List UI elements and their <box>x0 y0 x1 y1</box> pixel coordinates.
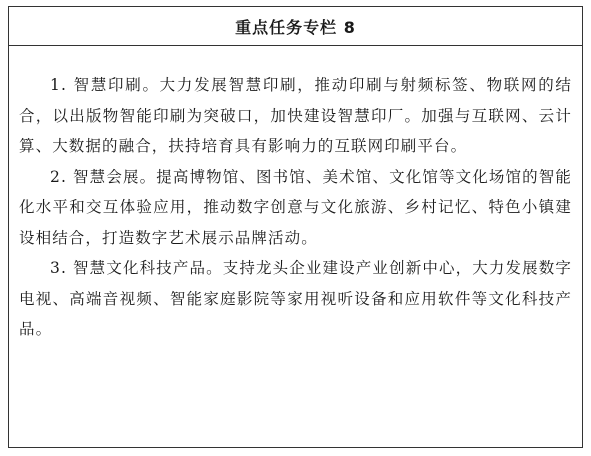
task-column-box <box>8 6 583 448</box>
paragraph-smart-culture-tech: 3. 智慧文化科技产品。支持龙头企业建设产业创新中心，大力发展数字电视、高端音视频、智能家庭影院等家用视听设备和应用软件等文化科技产品。 <box>19 259 572 338</box>
paragraph-smart-exhibition: 2. 智慧会展。提高博物馆、图书馆、美术馆、文化馆等文化场馆的智能化水平和交互体验应用，推动数字创意与文化旅游、乡村记忆、特色小镇建设相结合，打造数字艺术展示品牌活动。 <box>19 167 572 247</box>
box-title: 重点任务专栏 8 <box>9 7 582 46</box>
paragraph-smart-printing: 1. 智慧印刷。大力发展智慧印刷，推动印刷与射频标签、物联网的结合，以出版物智能印刷为突破口，加快建设智慧印厂。加强与互联网、云计算、大数据的融合，扶持培育具有影响力的互联网印刷平台。 <box>19 76 572 155</box>
box-body <box>9 46 582 345</box>
